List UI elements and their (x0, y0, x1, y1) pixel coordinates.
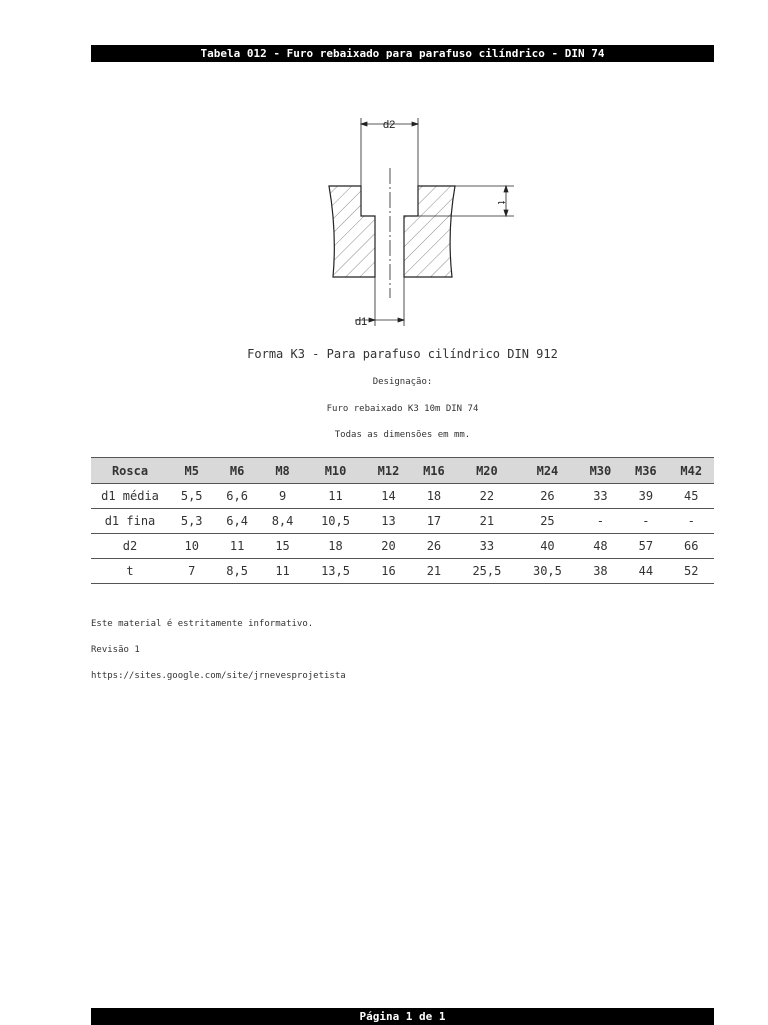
column-header: M36 (623, 458, 668, 484)
row-label: d2 (91, 534, 169, 559)
column-header: M8 (260, 458, 305, 484)
table-cell: 22 (457, 484, 518, 509)
table-cell: 11 (260, 559, 305, 584)
page-footer: Página 1 de 1 (91, 1008, 714, 1025)
table-cell: 48 (578, 534, 623, 559)
table-row (91, 484, 714, 509)
table-row (91, 509, 714, 534)
table-header-row (91, 458, 714, 484)
disclaimer-note: Este material é estritamente informativo. (91, 619, 314, 629)
table-cell: 21 (411, 559, 456, 584)
table-cell: 57 (623, 534, 668, 559)
form-caption: Forma K3 - Para parafuso cilíndrico DIN 912 (247, 347, 558, 361)
column-header: M12 (366, 458, 411, 484)
column-header: M24 (517, 458, 578, 484)
table-cell: 10 (169, 534, 214, 559)
table-cell: 26 (411, 534, 456, 559)
page-title: Tabela 012 - Furo rebaixado para parafuso cilíndrico - DIN 74 (91, 45, 714, 62)
source-url: https://sites.google.com/site/jrnevesprojetista (91, 671, 346, 681)
table-cell: 11 (214, 534, 259, 559)
row-label: d1 média (91, 484, 169, 509)
row-label: t (91, 559, 169, 584)
column-header: Rosca (91, 458, 169, 484)
column-header: M10 (305, 458, 366, 484)
table-cell: 33 (457, 534, 518, 559)
table-cell: 17 (411, 509, 456, 534)
table-cell: 13 (366, 509, 411, 534)
column-header: M42 (669, 458, 714, 484)
table-cell: 15 (260, 534, 305, 559)
units-note: Todas as dimensões em mm. (334, 430, 471, 440)
column-header: M5 (169, 458, 214, 484)
table-cell: 8,4 (260, 509, 305, 534)
table-cell: 18 (411, 484, 456, 509)
table-cell: - (669, 509, 714, 534)
table-cell: 38 (578, 559, 623, 584)
table-row (91, 534, 714, 559)
table-cell: 30,5 (517, 559, 578, 584)
table-cell: 5,5 (169, 484, 214, 509)
table-cell: 33 (578, 484, 623, 509)
table-cell: 13,5 (305, 559, 366, 584)
dimensions-table (91, 457, 714, 584)
table-cell: 18 (305, 534, 366, 559)
column-header: M6 (214, 458, 259, 484)
table-cell: 52 (669, 559, 714, 584)
table-cell: 6,6 (214, 484, 259, 509)
table-cell: 7 (169, 559, 214, 584)
column-header: M30 (578, 458, 623, 484)
table-cell: 45 (669, 484, 714, 509)
table-cell: 10,5 (305, 509, 366, 534)
designation-label: Designação: (372, 377, 433, 387)
table-cell: 25,5 (457, 559, 518, 584)
table-cell: - (623, 509, 668, 534)
table-cell: 25 (517, 509, 578, 534)
table-row (91, 559, 714, 584)
row-label: d1 fina (91, 509, 169, 534)
d1-label: d1 (355, 316, 368, 328)
column-header: M16 (411, 458, 456, 484)
table-cell: 44 (623, 559, 668, 584)
revision-note: Revisão 1 (91, 645, 140, 655)
table-cell: 39 (623, 484, 668, 509)
column-header: M20 (457, 458, 518, 484)
table-cell: 14 (366, 484, 411, 509)
table-cell: 20 (366, 534, 411, 559)
table-cell: 11 (305, 484, 366, 509)
table-cell: 5,3 (169, 509, 214, 534)
table-cell: 8,5 (214, 559, 259, 584)
counterbore-drawing (320, 108, 520, 333)
t-label: t (495, 201, 507, 205)
table-cell: 9 (260, 484, 305, 509)
table-cell: 16 (366, 559, 411, 584)
d2-label: d2 (383, 119, 396, 131)
table-cell: 66 (669, 534, 714, 559)
table-cell: 21 (457, 509, 518, 534)
table-cell: - (578, 509, 623, 534)
section-body (329, 186, 455, 277)
table-cell: 40 (517, 534, 578, 559)
designation-value: Furo rebaixado K3 10m DIN 74 (326, 404, 479, 414)
table-cell: 26 (517, 484, 578, 509)
table-cell: 6,4 (214, 509, 259, 534)
